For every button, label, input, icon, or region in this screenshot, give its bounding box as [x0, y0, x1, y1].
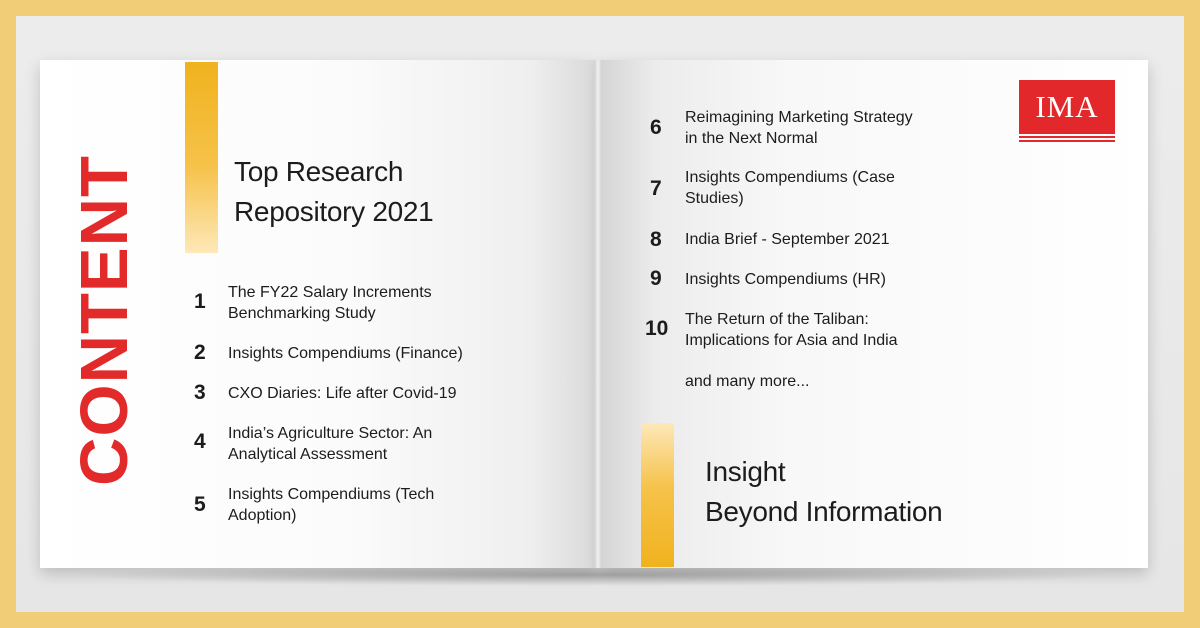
item-text: [685, 309, 898, 351]
item-line-1: The Return of the Taliban:: [685, 311, 869, 328]
ima-logo: [1019, 80, 1115, 142]
item-text: [228, 484, 434, 526]
item-line-1: Insights Compendiums (Tech: [228, 486, 435, 503]
more-text: and many more...: [685, 373, 810, 390]
tagline-line-1: Insight: [705, 456, 786, 487]
item-line-2: Analytical Assessment: [228, 446, 388, 463]
item-text: [228, 282, 432, 324]
item-line-1: Insights Compendiums (HR): [685, 271, 886, 288]
item-text: [685, 269, 886, 290]
item-number: 3: [194, 381, 206, 404]
item-line-1: India Brief - September 2021: [685, 231, 890, 248]
content-label-text: CONTENT: [66, 154, 142, 486]
item-line-1: India’s Agriculture Sector: An: [228, 425, 433, 442]
item-number: 2: [194, 341, 206, 364]
item-number: 10: [645, 317, 669, 340]
content-vertical-label: [66, 154, 142, 486]
item-number: 8: [650, 228, 662, 251]
right-accent-bar: [641, 423, 674, 567]
item-line-2: Adoption): [228, 507, 297, 524]
title-line-2: Repository 2021: [234, 196, 434, 227]
item-line-1: CXO Diaries: Life after Covid-19: [228, 385, 457, 402]
item-text: [228, 423, 432, 465]
item-text: [228, 343, 463, 364]
item-text: [228, 383, 457, 404]
logo-text: IMA: [1035, 89, 1099, 124]
item-number: 9: [650, 267, 662, 290]
logo-underline: [1019, 140, 1115, 142]
logo-underline: [1019, 136, 1115, 138]
book-spine: [594, 60, 602, 568]
item-line-2: Implications for Asia and India: [685, 332, 898, 349]
item-text: [685, 167, 895, 209]
item-line-2: in the Next Normal: [685, 130, 818, 147]
title-line-1: Top Research: [234, 156, 404, 187]
item-line-2: Benchmarking Study: [228, 305, 376, 322]
item-line-1: Insights Compendiums (Finance): [228, 345, 463, 362]
item-number: 4: [194, 430, 206, 453]
item-number: 7: [650, 177, 662, 200]
item-line-1: Reimagining Marketing Strategy: [685, 109, 913, 126]
tagline: [705, 452, 942, 532]
page-title: [234, 152, 433, 232]
item-number: 1: [194, 290, 206, 313]
item-line-2: Studies): [685, 190, 744, 207]
item-line-1: Insights Compendiums (Case: [685, 169, 895, 186]
tagline-line-2: Beyond Information: [705, 496, 943, 527]
item-number: 5: [194, 493, 206, 516]
item-number: 6: [650, 116, 662, 139]
left-accent-bar: [185, 62, 218, 253]
item-line-1: The FY22 Salary Increments: [228, 284, 432, 301]
item-text: [685, 229, 890, 250]
logo-box: [1019, 80, 1115, 134]
item-text: [685, 107, 913, 149]
